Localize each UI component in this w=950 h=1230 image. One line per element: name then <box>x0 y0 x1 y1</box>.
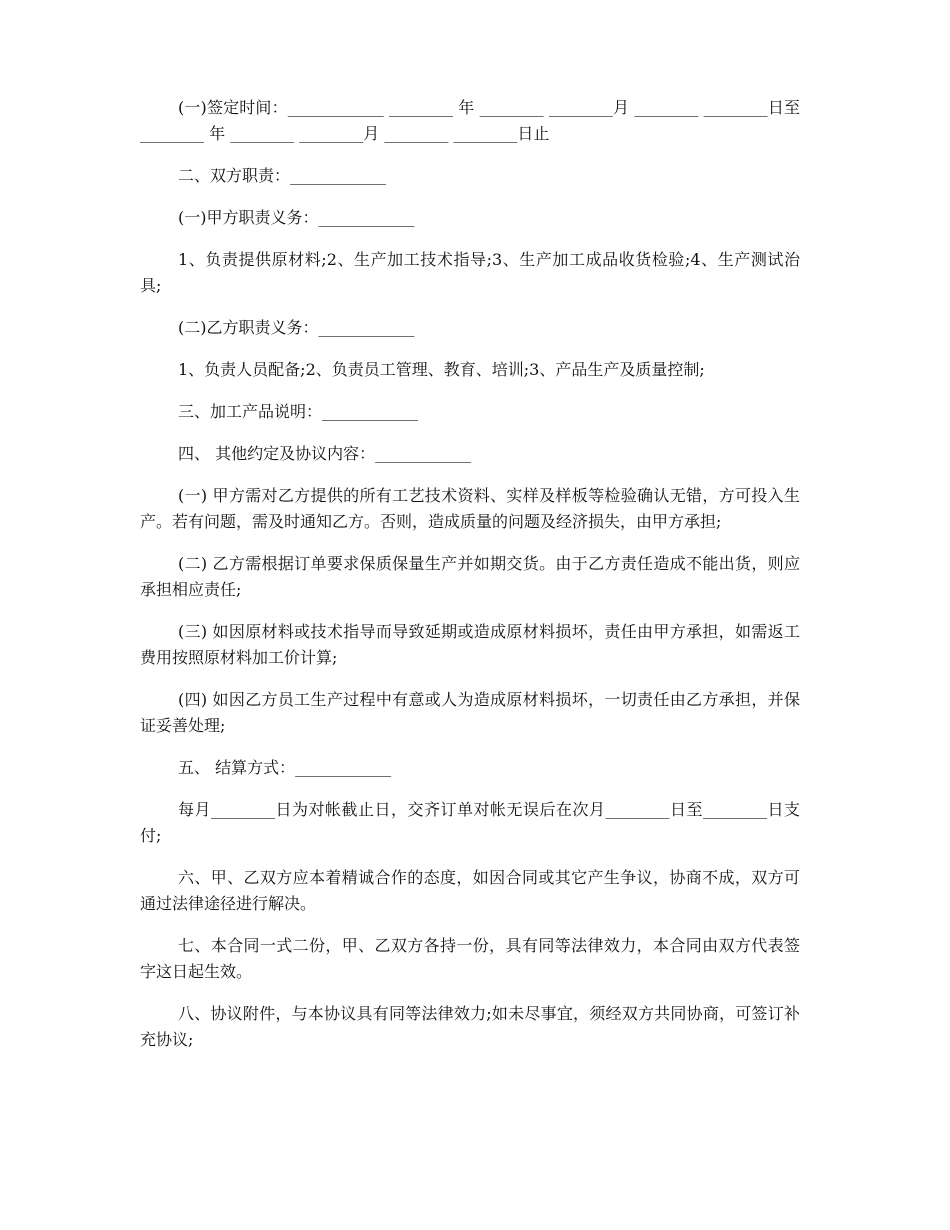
section-3-heading: 三、加工产品说明：____________ <box>178 402 419 421</box>
party-b-duties-heading: (二)乙方职责义务：____________ <box>178 318 415 337</box>
section-4-item-4: (四) 如因乙方员工生产过程中有意或人为造成原材料损坏，一切责任由乙方承担，并保证妥善处理; <box>140 690 800 735</box>
party-a-duties-list: 1、负责提供原材料;2、生产加工技术指导;3、生产加工成品收货检验;4、生产测试治具; <box>140 250 800 295</box>
settlement-terms: 每月________日为对帐截止日，交齐订单对帐无误后在次月________日至________日支付; <box>140 800 800 845</box>
party-b-duties-list: 1、负责人员配备;2、负责员工管理、教育、培训;3、产品生产及质量控制; <box>178 360 705 379</box>
section-4-item-2: (二) 乙方需根据订单要求保质保量生产并如期交货。由于乙方责任造成不能出货，则应承担相应责任; <box>140 554 800 599</box>
section-6-dispute: 六、甲、乙双方应本着精诚合作的态度，如因合同或其它产生争议，协商不成，双方可通过法律途径进行解决。 <box>140 868 800 913</box>
section-8-attachments: 八、协议附件，与本协议具有同等法律效力;如未尽事宜，须经双方共同协商，可签订补充协议; <box>140 1004 800 1049</box>
section-2-heading: 二、双方职责：____________ <box>178 166 387 185</box>
section-4-item-1: (一) 甲方需对乙方提供的所有工艺技术资料、实样及样板等检验确认无错，方可投入生产。若有问题，需及时通知乙方。否则，造成质量的问题及经济损失，由甲方承担; <box>140 486 800 531</box>
section-7-copies: 七、本合同一式二份，甲、乙双方各持一份，具有同等法律效力，本合同由双方代表签字这日起生效。 <box>140 936 800 981</box>
section-5-heading: 五、 结算方式：____________ <box>178 758 392 777</box>
signing-period-clause: (一)签定时间：____________ ________ 年 ________ ________月 ________ ________日至 ________ 年 ________ ________月 ________ ________日止 <box>140 98 806 143</box>
section-4-heading: 四、 其他约定及协议内容：____________ <box>178 444 472 463</box>
party-a-duties-heading: (一)甲方职责义务：____________ <box>178 208 415 227</box>
section-4-item-3: (三) 如因原材料或技术指导而导致延期或造成原材料损坏，责任由甲方承担，如需返工费用按照原材料加工价计算; <box>140 622 800 667</box>
